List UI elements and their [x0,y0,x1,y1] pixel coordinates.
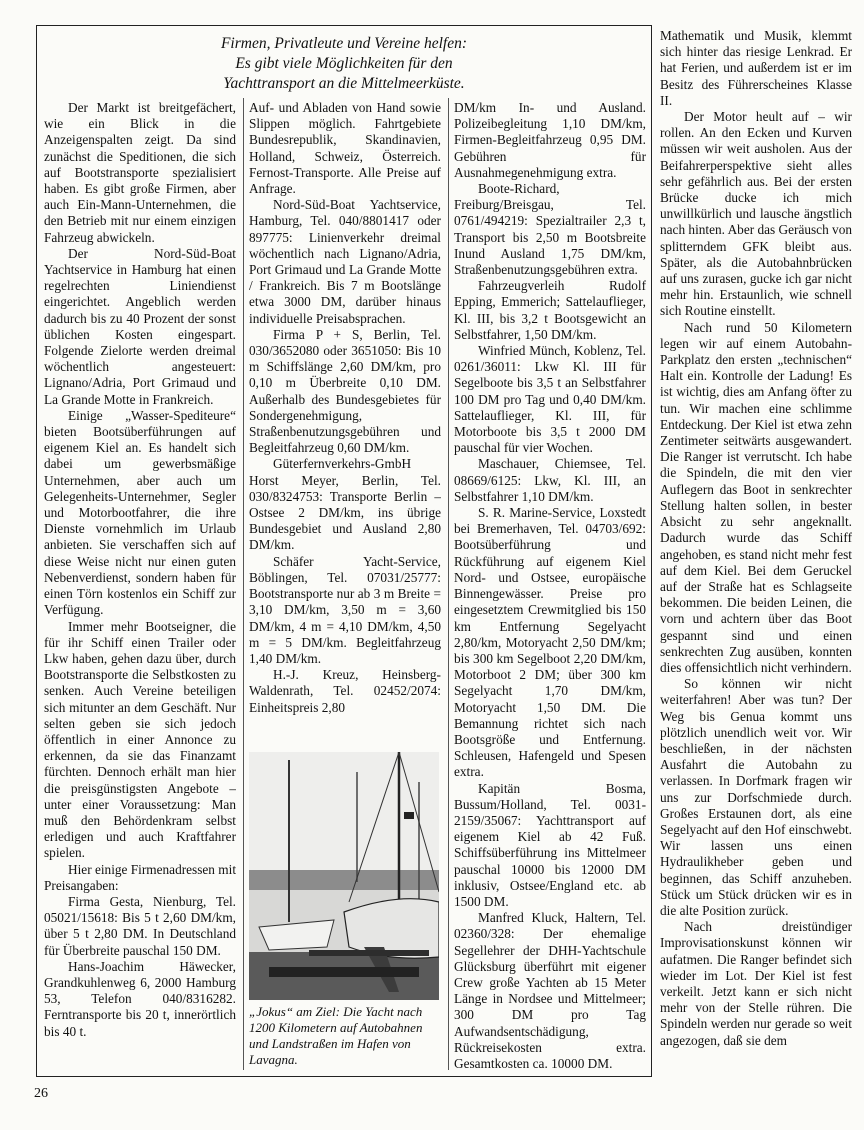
text-column-1 [44,100,236,1070]
paragraph: Einige „Wasser-Spediteure“ bieten Bootsüberführungen auf eigenem Kiel an. Es handelt sich dabei um gewerbsmäßige Unternehmen, aber auch um Gelegenheits-Unternehmer, Segler und Motorbootfahrer, die ihre Dienste vornehmlich im Urlaub anbieten. Sie verschaffen sich auf diese Weise nicht nur einen guten Nebenverdienst, sondern haben für einen Törn kostenlos ein Schiff zur Verfügung. [44,407,236,618]
paragraph: Der Nord-Süd-Boat Yachtservice in Hamburg hat einen regelrechten Liniendienst eingerichtet. Angeblich werden dadurch bis zu 40 Prozent der sonst üblichen Kosten eingespart. Folgende Zielorte werden dreimal wöchentlich angesteuert: Lignano/Adria, Port Grimaud und La Grande Motte in Frankreich. [44,245,236,407]
paragraph: Winfried Münch, Koblenz, Tel. 0261/36011: Lkw Kl. III für Segelboote bis 3,5 t an Selbstfahrer 100 DM pro Tag und 0,40 DM/km. Sattelauflieger, Kl. III, für Motorboote bis 3,5 t 2000 DM pauschal für vier Wochen. [454,343,646,456]
paragraph: Fahrzeugverleih Rudolf Epping, Emmerich; Sattelauflieger, Kl. III, bis 3,2 t Bootsgewicht an Selbstfahrer, 1,50 DM/km. [454,278,646,342]
paragraph: Kapitän Bosma, Bussum/Holland, Tel. 0031-2159/35067: Yachttransport auf eigenem Kiel ab 42 Fuß. Schiffsüberführung ins Mittelmeer pauschal 10000 bis 12000 DM inklusiv, Ostsee/England etc. ab 1500 DM. [454,780,646,909]
paragraph: Hier einige Firmenadressen mit Preisangaben: [44,861,236,893]
paragraph: H.-J. Kreuz, Heinsberg-Waldenrath, Tel. 02452/2074: Einheitspreis 2,80 [249,667,441,715]
paragraph: So können wir nicht weiterfahren! Aber was tun? Der Weg bis Genua kommt uns plötzlich unendlich weit vor. Wir beschließen, in der nächsten Ausfahrt die Autobahn zu verlassen. In Dorfmark fragen wir uns zur Dorfschmiede durch. Großes Erstaunen dort, als eine Segelyacht auf den Hof einschwebt. Wir lassen uns einen Hydraulikheber geben und beginnen, das Schiff anzuheben. Stück um Stück drücken wir es in die alte Position zurück. [660,676,852,918]
paragraph: Nach rund 50 Kilometern legen wir auf einem Autobahn-Parkplatz den ersten „technischen“ Halt ein. Kontrolle der Ladung! Es ist wichtig, dies am Anfang öfter zu tun. Wir machen eine schlimme Entdeckung. Der Kiel ist etwa zehn Zentimeter seitwärts ausgewandert. Die Ranger ist verrutscht. Ich habe die Spindeln, die mit den vier Auflegern das Boot in senkrechter Stellung halten sollen, in bester Absicht zu sehr angeknallt. Dadurch wurde das Schiff angehoben, es stand nicht mehr fest auf dem Kiel. Bei dem Geruckel auf der Straße hat es Schlagseite bekommen. Die beiden Leinen, die vorn und achtern über das Boot gespannt sind und einen senkrechten Zug ausüben, konnten dies offensichtlich nicht verhindern. [660,319,852,675]
headline-line-2: Es gibt viele Möglichkeiten für den [235,55,453,72]
page-number: 26 [34,1086,48,1101]
paragraph: Firma P + S, Berlin, Tel. 030/3652080 oder 3651050: Bis 10 m Schiffslänge 2,60 DM/km, pro 0,10 m Überbreite 0,10 DM. Außerhalb des Bundesgebietes für Sondergenehmigung, Straßenbenutzungsgebühren und Begleitfahrzeug 0,60 DM/km. [249,326,441,456]
column-divider [243,98,244,1070]
text-column-3 [454,100,646,1070]
paragraph: S. R. Marine-Service, Loxstedt bei Bremerhaven, Tel. 04703/692: Bootsüberführung und Rückführung auf eigenem Kiel Nord- und Ostsee, europäische Binnengewässer. Preise pro eingesetztem Crewmitglied bis 150 km Entfernung Segelyacht 2,80/km, Motoryacht 2,50 DM/km; bis 300 km Segelboot 2,20 DM/km, Motorboot 2 DM; über 300 km Segelyacht 1,70 DM/km, Motoryacht 1,50 DM. Die Bemannung richtet sich nach Bootsgröße und Entfernung. Schleusen, Hafengeld und Spesen extra. [454,505,646,780]
paragraph: Der Motor heult auf – wir rollen. An den Ecken und Kurven müssen wir weit ausholen. Aus der Beifahrerperspektive sieht alles sehr gefährlich aus. Bei der ersten Brücke ducke ich mich unwillkürlich und lausche ängstlich nach hinten. Aber das Geräusch von splitterndem GFK bleibt aus. Später, als die Autobahnbrücken auf uns zurasen, gucke ich gar nicht mehr hin. Erstaunlich, wie schnell sich Routine einstellt. [660,109,852,319]
paragraph: Nord-Süd-Boat Yachtservice, Hamburg, Tel. 040/8801417 oder 897775: Linienverkehr dreimal wöchentlich nach Lignano/Adria, Port Grimaud und La Grande Motte / Frankreich. Bis 7 m Bootslänge etwa 3000 DM, darüber hinaus individuelle Preisabsprachen. [249,197,441,326]
paragraph: Güterfernverkehrs-GmbH Horst Meyer, Berlin, Tel. 030/8324753: Transporte Berlin – Ostsee 2 DM/km, ins übrige Bundesgebiet und Ausland 2,80 DM/km. [249,456,441,553]
column-divider [448,98,449,1070]
paragraph: Mathematik und Musik, klemmt sich hinter das riesige Lenkrad. Er hat Ferien, und außerdem ist er im Besitz des Führerscheines Klasse II. [660,28,852,108]
paragraph: Maschauer, Chiemsee, Tel. 08669/6125: Lkw, Kl. III, an Selbstfahrer 1,10 DM/km. [454,456,646,504]
article-headline [36,34,652,94]
headline-line-3: Yachttransport an die Mittelmeerküste. [223,75,465,92]
paragraph: Der Markt ist breitgefächert, wie ein Blick in die Anzeigenspalten zeigt. Da sind zunächst die Speditionen, die sich auf Bootstransporte spezialisiert haben. Es gibt große Firmen, aber auch Ein-Mann-Unternehmen, die den Betrieb mit nur einem einzigen Fahrzeug abwickeln. [44,100,236,245]
paragraph: Immer mehr Bootseigner, die für ihr Schiff einen Trailer oder Lkw haben, gehen dazu über, durch Bootstransporte die Selbstkosten zu senken. Auch Vereine beteiligen sich mitunter an dem Geschäft. Nur selten geben sie sich jedoch öffentlich in einer Annonce zu erkennen, da sie das Finanzamt fürchten. Dennoch erhält man hier die preisgünstigsten Angebote – unter einer Voraussetzung: Man muß den Behördenkram selbst erledigen und auch Kraftfahrer spielen. [44,618,236,861]
headline-line-1: Firmen, Privatleute und Vereine helfen: [220,35,468,52]
photo-caption: „Jokus“ am Ziel: Die Yacht nach 1200 Kilometern auf Autobahnen und Landstraßen im Hafen von Lavagna. [249,1004,423,1067]
yacht-photo [249,752,439,1000]
paragraph: Schäfer Yacht-Service, Böblingen, Tel. 07031/25777: Bootstransporte nur ab 3 m Breite = 3,10 DM/km, 3,50 m = 3,60 DM/km, 4 m = 4,10 DM/km, 4,50 m = 5 DM/km. Begleitfahrzeug 1,40 DM/km. [249,553,441,666]
paragraph: Nach dreistündiger Improvisationskunst können wir aufatmen. Die Ranger befindet sich wieder im Lot. Der Kiel ist fest verkeilt. Jetzt kann er sich nicht mehr von der Stelle rühren. Die Spindeln werden nur gerade so weit angezogen, daß sie dem [660,919,852,1048]
text-column-4 [660,28,852,1103]
paragraph: Manfred Kluck, Haltern, Tel. 02360/328: Der ehemalige Segellehrer der DHH-Yachtschule Glücksburg überführt mit eigener Crew große Yachten ab 15 Meter Länge in Nordsee und Mittelmeer; 300 DM pro Tag Aufwandsentschädigung, Rückreisekosten extra. Gesamtkosten ca. 10000 DM. [454,910,646,1070]
paragraph: Firma Gesta, Nienburg, Tel. 05021/15618: Bis 5 t 2,60 DM/km, über 5 t 2,80 DM. In Deutschland für Überbreite pauschal 150 DM. [44,893,236,958]
paragraph: Hans-Joachim Häwecker, Grandkuhlenweg 6, 2000 Hamburg 53, Telefon 040/8316282. Ferntransporte bis 20 t, innerörtlich bis 40 t. [44,958,236,1039]
paragraph: DM/km In- und Ausland. Polizeibegleitung 1,10 DM/km, Firmen-Begleitfahrzeug 0,95 DM. Gebühren für Ausnahmegenehmigung extra. [454,100,646,180]
paragraph: Auf- und Abladen von Hand sowie Slippen möglich. Fahrtgebiete Bundesrepublik, Skandinavien, Holland, Schweiz, Österreich. Fernost-Transporte. Alle Preise auf Anfrage. [249,100,441,197]
paragraph: Boote-Richard, Freiburg/Breisgau, Tel. 0761/494219: Spezialtrailer 2,3 t, Transport bis 2,50 m Bootsbreite Inund Ausland 1,75 DM/km, Straßenbenutzungsgebühren extra. [454,181,646,278]
text-column-2 [249,100,441,740]
